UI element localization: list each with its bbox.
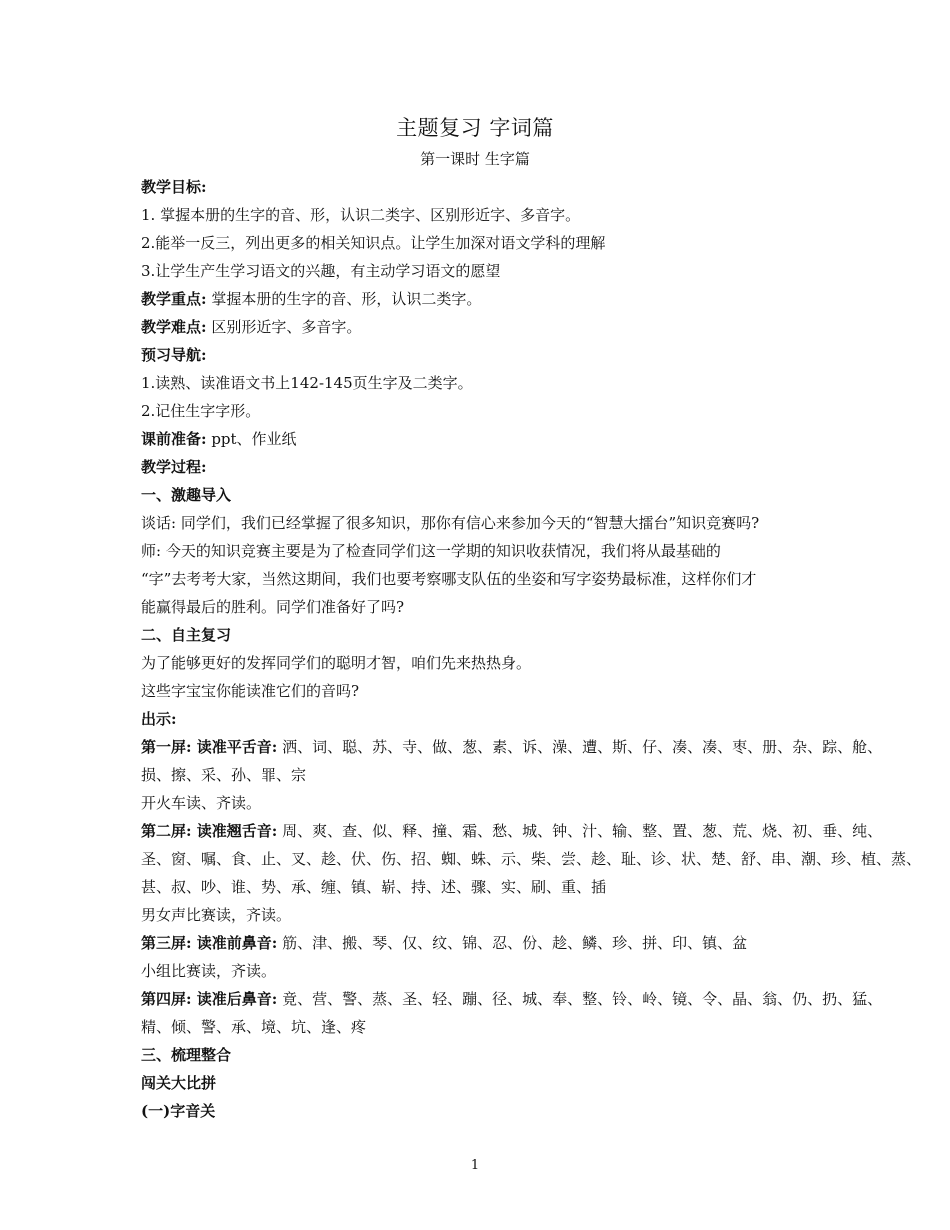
screen2-note: 男女声比赛读，齐读。 <box>141 906 292 924</box>
preview-item: 2.记住生字字形。 <box>141 402 261 420</box>
goals-heading: 教学目标: <box>141 178 207 196</box>
section1-line: 谈话: 同学们，我们已经掌握了很多知识，那你有信心来参加今天的“智慧大擂台”知识竞赛吗? <box>141 514 760 532</box>
section3-subheading: 闯关大比拼 <box>141 1074 217 1092</box>
difficulty-label: 教学难点: <box>141 318 207 336</box>
screen1-line <box>141 733 883 761</box>
screen2-chars-cont: 甚、叔、吵、谁、势、承、缠、镇、崭、持、述、骤、实、刷、重、插 <box>141 878 607 896</box>
screen1-chars: 洒、词、聪、苏、寺、做、葱、素、诉、澡、遭、斯、仔、凑、凑、枣、册、杂、踪、舱、 <box>277 738 883 756</box>
key-point-text: 掌握本册的生字的音、形，认识二类字。 <box>206 290 482 308</box>
screen2-line <box>141 817 883 845</box>
prep <box>141 425 821 453</box>
screen4-line <box>141 985 883 1013</box>
screen2-chars-cont: 圣、窗、嘱、食、止、叉、趁、伏、伤、招、蜘、蛛、示、柴、尝、趁、耻、诊、状、楚、舒、串、潮、珍、植、蒸、 <box>141 850 922 868</box>
key-point-label: 教学重点: <box>141 290 207 308</box>
section2-line: 这些字宝宝你能读准它们的音吗? <box>141 682 360 700</box>
screen3-line <box>141 929 821 957</box>
screen2-chars: 周、爽、查、似、释、撞、霜、愁、城、钟、汁、输、整、置、葱、荒、烧、初、垂、纯、 <box>277 822 883 840</box>
prep-text: ppt、作业纸 <box>206 430 297 448</box>
screen4-label: 第四屏: 读准后鼻音: <box>141 990 278 1008</box>
prep-label: 课前准备: <box>141 430 207 448</box>
document-body <box>141 173 922 1125</box>
section3-heading: 三、梳理整合 <box>141 1046 232 1064</box>
goal-item: 1. 掌握本册的生字的音、形，认识二类字、区别形近字、多音字。 <box>141 206 581 224</box>
section1-heading: 一、激趣导入 <box>141 486 232 504</box>
screen1-note: 开火车读、齐读。 <box>141 794 262 812</box>
section1-line: 能赢得最后的胜利。同学们准备好了吗? <box>141 598 405 616</box>
section1-line: 师: 今天的知识竞赛主要是为了检查同学们这一学期的知识收获情况，我们将从最基础的 <box>141 542 721 560</box>
screen3-chars: 筋、津、搬、琴、仅、纹、锦、忍、份、趁、鳞、珍、拼、印、镇、盆 <box>277 934 748 952</box>
goal-item: 3.让学生产生学习语文的兴趣，有主动学习语文的愿望 <box>141 262 501 280</box>
section2-line: 为了能够更好的发挥同学们的聪明才智，咱们先来热热身。 <box>141 654 532 672</box>
section1-line: “字”去考考大家，当然这期间，我们也要考察哪支队伍的坐姿和写字姿势最标准，这样你们才 <box>141 570 757 588</box>
screen1-label: 第一屏: 读准平舌音: <box>141 738 278 756</box>
page-number: 1 <box>470 1158 480 1173</box>
document-title: 主题复习 字词篇 <box>396 116 554 140</box>
screen4-chars: 竟、营、警、蒸、圣、轻、蹦、径、城、奉、整、铃、岭、镜、令、晶、翁、仍、扔、猛、 <box>277 990 883 1008</box>
section2-heading: 二、自主复习 <box>141 626 232 644</box>
section3-subheading-2: (一)字音关 <box>141 1102 216 1120</box>
difficulty <box>141 313 821 341</box>
preview-heading: 预习导航: <box>141 346 207 364</box>
goal-item: 2.能举一反三，列出更多的相关知识点。让学生加深对语文学科的理解 <box>141 234 606 252</box>
difficulty-text: 区别形近字、多音字。 <box>206 318 362 336</box>
screen4-chars-cont: 精、倾、警、承、境、坑、逢、疼 <box>141 1018 367 1036</box>
screen3-label: 第三屏: 读准前鼻音: <box>141 934 278 952</box>
process-heading: 教学过程: <box>141 458 207 476</box>
preview-item: 1.读熟、读准语文书上142-145页生字及二类字。 <box>141 374 473 392</box>
screen1-chars-cont: 损、擦、采、孙、罪、宗 <box>141 766 307 784</box>
show-label: 出示: <box>141 710 177 728</box>
screen3-note: 小组比赛读，齐读。 <box>141 962 277 980</box>
screen2-label: 第二屏: 读准翘舌音: <box>141 822 278 840</box>
key-point <box>141 285 821 313</box>
document-subtitle: 第一课时 生字篇 <box>420 150 530 168</box>
